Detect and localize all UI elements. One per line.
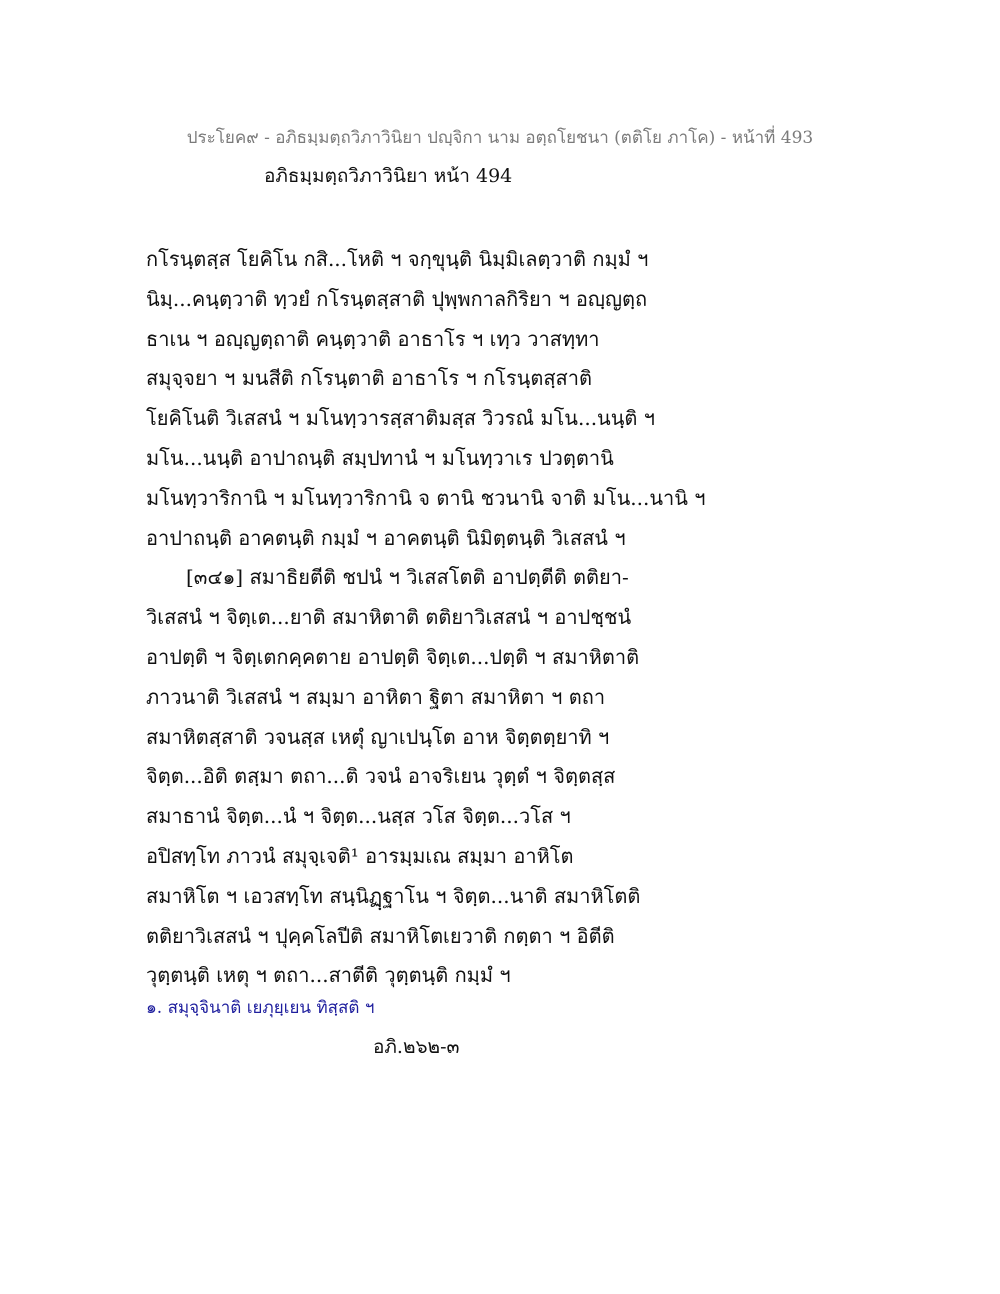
- text-line: โยคิโนติ วิเสสนํ ฯ มโนทฺวารสฺสาติมสฺส วิวรณํ มโน...นนฺติ ฯ: [146, 406, 655, 431]
- text-line: มโนทฺวาริกานิ ฯ มโนทฺวาริกานิ จ ตานิ ชวนานิ จาติ มโน...นานิ ฯ: [146, 485, 706, 510]
- text-line: อาปตฺติ ฯ จิตฺเตกคฺคตาย อาปตฺติ จิตฺเต...ปตฺติ ฯ สมาหิตาติ: [146, 644, 640, 669]
- text-line: จิตฺต...อิติ ตสฺมา ตถา...ติ วจนํ อาจริเยน วุตฺตํ ฯ จิตฺตสฺส: [146, 764, 616, 789]
- text-line: ภาวนาติ วิเสสนํ ฯ สมฺมา อาหิตา ฐิตา สมาหิตา ฯ ตถา: [146, 684, 606, 709]
- text-line: ธาเน ฯ อญฺญตฺถาติ คนฺตฺวาติ อาธาโร ฯ เทฺว วาสทฺทา: [146, 326, 600, 351]
- footnote: ๑. สมุจฺจินาติ เยภุยฺเยน ทิสฺสติ ฯ: [146, 998, 375, 1018]
- text-line: มโน...นนฺติ อาปาถนฺติ สมฺปทานํ ฯ มโนทฺวาเร ปวตฺตานิ: [146, 445, 614, 470]
- page-reference: อภิ.๒๖๒-๓: [373, 1036, 460, 1058]
- page-title: อภิธมฺมตฺถวิภาวินิยา หน้า 494: [264, 165, 513, 187]
- paragraph-start-line: [๓๔๑] สมาธิยตีติ ชปนํ ฯ วิเสสโตติ อาปตฺตีติ ตติยา-: [186, 565, 629, 590]
- text-line: อปิสทฺโท ภาวนํ สมุจฺเจติ¹ อารมฺมเณ สมฺมา อาหิโต: [146, 843, 574, 868]
- text-line: สมาหิโต ฯ เอวสทฺโท สนฺนิฏฺฐาโน ฯ จิตฺต...นาติ สมาหิโตติ: [146, 883, 641, 908]
- text-line: วุตฺตนฺติ เหตุ ฯ ตถา...สาตีติ วุตฺตนฺติ กมฺมํ ฯ: [146, 963, 511, 988]
- text-line: สมาธานํ จิตฺต...นํ ฯ จิตฺต...นสฺส วโส จิตฺต...วโส ฯ: [146, 804, 571, 829]
- running-header: ประโยค๙ - อภิธมฺมตฺถวิภาวินิยา ปญฺจิกา นาม อตฺถโยชนา (ตติโย ภาโค) - หน้าที่ 493: [186, 128, 814, 148]
- text-line: ตติยาวิเสสนํ ฯ ปุคฺคโลปีติ สมาหิโตเยวาติ กตฺตา ฯ อิตีติ: [146, 923, 615, 948]
- text-line: นิมฺ...คนฺตฺวาติ ทฺวยํ กโรนฺตสฺสาติ ปุพฺพกาลกิริยา ฯ อญฺญตฺถ: [146, 286, 648, 311]
- text-line: อาปาถนฺติ อาคตนฺติ กมฺมํ ฯ อาคตนฺติ นิมิตฺตนฺติ วิเสสนํ ฯ: [146, 525, 626, 550]
- text-line: กโรนฺตสฺส โยคิโน กสิ...โหติ ฯ จกฺขุนฺติ นิมฺมิเลตฺวาติ กมฺมํ ฯ: [146, 247, 649, 271]
- text-line: สมุจฺจยา ฯ มนสีติ กโรนฺตาติ อาธาโร ฯ กโรนฺตสฺสาติ: [146, 366, 592, 391]
- body-text: [146, 240, 866, 996]
- text-line: วิเสสนํ ฯ จิตฺเต...ยาติ สมาหิตาติ ตติยาวิเสสนํ ฯ อาปชฺชนํ: [146, 605, 632, 630]
- text-line: สมาหิตสฺสาติ วจนสฺส เหตุํ ญาเปนฺโต อาห จิตฺตตฺยาทิ ฯ: [146, 724, 610, 749]
